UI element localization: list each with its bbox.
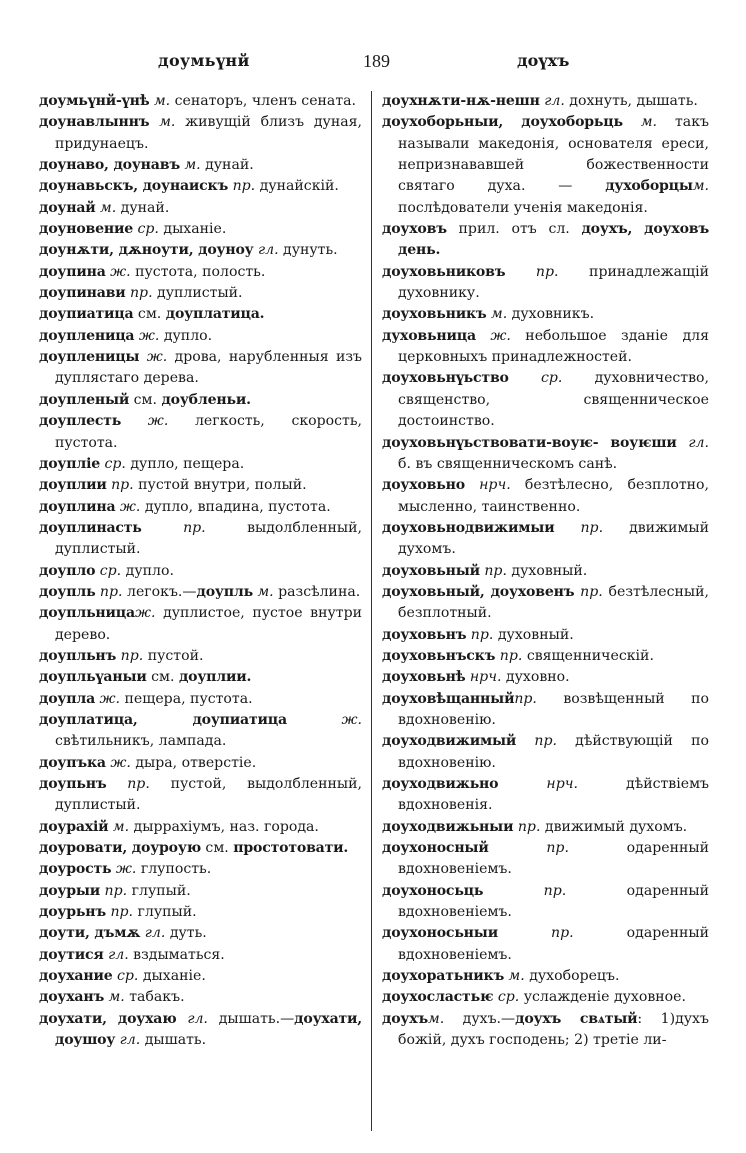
grammar-label: ж. — [490, 327, 511, 344]
definition-text: легкость, скорость, пустота. — [55, 413, 362, 451]
grammar-label: гл. — [688, 434, 709, 451]
grammar-label: ж. — [99, 690, 121, 707]
headword: доуховьнүьствовати-воуѥ- воуѥши — [382, 434, 677, 451]
grammar-label: ср. — [541, 370, 563, 387]
definition-text — [677, 435, 689, 451]
definition-text: движимый духомъ. — [540, 818, 688, 835]
headword: доупленый — [39, 391, 130, 408]
definition-text: духовный. — [506, 562, 588, 579]
definition-text: такъ называли македонія, основателя ереси, непризнававшей божественности святаго духа. — — [398, 114, 709, 195]
left-column — [39, 91, 362, 1131]
grammar-label: ж. — [110, 754, 131, 771]
dictionary-entry — [39, 603, 362, 646]
headword: доупинави — [39, 285, 126, 302]
dictionary-entry — [39, 176, 362, 197]
grammar-label: ж. — [115, 861, 137, 878]
headword: доуховьнъ — [382, 626, 467, 643]
grammar-label: ж. — [138, 327, 160, 344]
definition-text: движимый духомъ. — [398, 519, 709, 558]
grammar-label: ср. — [104, 455, 126, 472]
headword: доурость — [39, 861, 112, 878]
headword: доути, дъмѫ — [39, 925, 141, 942]
dictionary-entry — [39, 881, 362, 902]
headword: доухати, доухаю — [39, 1010, 177, 1027]
dictionary-entry — [39, 283, 362, 304]
grammar-label: пр. — [499, 647, 523, 664]
headword: доурьнъ — [39, 904, 106, 921]
dictionary-entry — [382, 625, 709, 646]
definition-text: дунайскій. — [255, 178, 339, 195]
grammar-label: гл. — [119, 1032, 141, 1049]
definition-text: духоборецъ. — [524, 968, 620, 985]
headword: доуховъ — [382, 221, 447, 238]
dictionary-entry — [382, 667, 709, 688]
headword: доуховьно — [382, 477, 465, 494]
definition-text: глупый. — [133, 904, 197, 921]
definition-text: дунай. — [200, 157, 254, 174]
headword: доухъ, доуховъ день. — [398, 221, 709, 259]
headword: духоборцы — [605, 178, 693, 195]
dictionary-entry — [39, 475, 362, 496]
headword: доупльница — [39, 605, 135, 622]
headword: доупліе — [39, 455, 100, 472]
definition-text — [509, 370, 541, 386]
headword: доухъ — [382, 1010, 429, 1027]
definition-text: дышать. — [140, 1032, 207, 1049]
headword: доуховьнүьство — [382, 370, 509, 387]
grammar-label: пр. — [484, 562, 507, 579]
headword: доупльүаныи — [39, 669, 147, 686]
grammar-label: пр. — [111, 477, 134, 494]
dictionary-entry — [39, 91, 362, 112]
dictionary-entry — [39, 902, 362, 923]
definition-text: духовно. — [501, 669, 570, 686]
grammar-label: ср. — [116, 968, 139, 985]
dictionary-entry — [382, 433, 709, 476]
grammar-label: м. — [184, 157, 201, 174]
headword: доуховьнѣ — [382, 669, 466, 686]
grammar-label: пр. — [517, 818, 541, 835]
grammar-label: м. — [100, 199, 117, 216]
definition-text: дунай. — [116, 199, 170, 216]
grammar-label: ж. — [341, 711, 362, 728]
headword: доухание — [39, 968, 113, 985]
dictionary-entry — [39, 390, 362, 411]
dictionary-entry — [39, 112, 362, 155]
definition-text — [505, 264, 536, 280]
headword: доухъ свѧтый — [515, 1010, 638, 1027]
definition-text: дуплистое, пустое внутри дерево. — [55, 605, 362, 643]
dictionary-entry — [39, 710, 362, 753]
dictionary-entry — [382, 475, 709, 518]
dictionary-entry — [382, 646, 709, 667]
dictionary-entry — [39, 1009, 362, 1052]
dictionary-entry — [39, 859, 362, 880]
dictionary-entry — [382, 1009, 709, 1052]
dictionary-entry — [382, 326, 709, 369]
dictionary-entry — [39, 582, 362, 603]
headword: простотовати. — [233, 840, 349, 857]
headword: доуходвижьно — [382, 776, 499, 792]
headword: доуровати, доуроую — [39, 840, 201, 857]
grammar-label: м. — [153, 93, 171, 109]
definition-text — [489, 840, 547, 856]
definition-text: дупло, впадина, пустота. — [140, 498, 331, 515]
headword: доунѫти, дѫноути, доуноу — [39, 242, 254, 259]
headword: доупъка — [39, 754, 106, 771]
grammar-label: гл. — [187, 1010, 208, 1027]
definition-text: дышать.— — [207, 1010, 295, 1027]
definition-text: б. въ священническомъ санѣ. — [398, 455, 618, 472]
headword: доуплинасть — [39, 519, 142, 536]
grammar-label: ж. — [146, 349, 168, 366]
dictionary-entry — [382, 582, 709, 625]
grammar-label: пр. — [580, 519, 604, 536]
dictionary-entry — [39, 945, 362, 966]
dictionary-entry — [382, 881, 709, 924]
definition-text: дыра, отверстіе. — [130, 754, 257, 771]
headword: доурахій — [39, 818, 109, 835]
grammar-label: пр. — [99, 583, 123, 600]
definition-text: безтѣлесный, безплотный. — [398, 583, 709, 622]
definition-text: дупло. — [159, 327, 213, 344]
definition-text — [465, 477, 479, 493]
definition-text — [149, 114, 159, 130]
definition-text: дуплистый. — [152, 285, 243, 302]
definition-text: духовный. — [493, 626, 574, 643]
definition-text: одаренный вдохновеніемъ. — [398, 882, 709, 921]
grammar-label: м. — [508, 968, 525, 985]
grammar-label: м. — [491, 306, 508, 323]
headword: доухати, доушоу — [55, 1010, 362, 1049]
definition-text: пещера, пустота. — [120, 690, 253, 707]
headword: доупьнъ — [39, 776, 107, 792]
headword: доупиатица — [39, 306, 134, 323]
definition-text: возвѣщенный по вдохновенію. — [398, 690, 709, 728]
dictionary-entry — [39, 966, 362, 987]
page-number: 189 — [363, 51, 390, 71]
grammar-label: ср. — [99, 562, 122, 579]
grammar-label: пр. — [127, 776, 150, 792]
definition-text: дупло. — [121, 562, 174, 579]
definition-text: легокъ.— — [122, 583, 197, 600]
definition-text — [121, 413, 148, 429]
dictionary-entry — [39, 304, 362, 325]
headword: доунавлыннъ — [39, 114, 150, 131]
grammar-label: ж. — [119, 498, 141, 515]
headword: доунавьскъ, доунаискъ — [39, 178, 229, 195]
headword: доуховѣщанный — [382, 690, 515, 707]
headword: доухоносный — [382, 840, 489, 857]
dictionary-entry — [39, 411, 362, 454]
grammar-label: м. — [692, 178, 709, 195]
grammar-label: пр. — [546, 840, 569, 857]
definition-text: живущій близъ дуная, придунаецъ. — [55, 114, 362, 152]
definition-text: дуть. — [165, 925, 207, 942]
headword: доуховьнъскъ — [382, 647, 496, 664]
definition-text: послѣдователи ученія македонія. — [398, 199, 648, 216]
dictionary-entry — [39, 561, 362, 582]
dictionary-entry — [382, 689, 709, 732]
headword: доуплатица, доупиатица — [39, 711, 287, 728]
dictionary-entry — [39, 240, 362, 261]
headword: доубленьи. — [161, 391, 251, 408]
headword: доухоратьникъ — [382, 968, 505, 985]
grammar-label: пр. — [129, 285, 153, 302]
grammar-label: пр. — [543, 882, 567, 899]
definition-text: прил. отъ сл. — [446, 221, 582, 238]
dictionary-entry — [39, 646, 362, 667]
grammar-label: пр. — [104, 882, 128, 899]
definition-text: дыханіе. — [158, 221, 227, 238]
definition-text: дупло, пещера. — [125, 455, 245, 472]
grammar-label: м. — [640, 114, 658, 131]
grammar-label: м. — [428, 1010, 445, 1027]
definition-text: духъ.— — [444, 1010, 516, 1027]
dictionary-entry — [39, 753, 362, 774]
headword: доумьүнй-үнѣ — [39, 93, 150, 109]
grammar-label: ж. — [134, 605, 156, 622]
dictionary-entry — [39, 219, 362, 240]
headword: доупль — [196, 583, 253, 600]
definition-text: см. — [129, 391, 162, 408]
headword: доупло — [39, 562, 96, 579]
definition-text: пустой. — [143, 647, 204, 664]
definition-text: принадлежащій духовнику. — [398, 263, 709, 302]
definition-text: глупость. — [136, 861, 212, 878]
dictionary-entry — [39, 817, 362, 838]
definition-text: дрова, нарубленныя изъ дуплястаго дерева. — [55, 349, 362, 387]
grammar-label: пр. — [534, 733, 557, 750]
headword: доухнѫти-нѫ-нешн — [382, 93, 540, 109]
headword: доухоносьць — [382, 882, 484, 899]
definition-text: одаренный вдохновеніемъ. — [398, 840, 709, 878]
grammar-label: ср. — [497, 989, 520, 1006]
grammar-label: м. — [257, 583, 274, 600]
grammar-label: пр. — [183, 519, 206, 536]
headword: доуховьный, доуховенъ — [382, 583, 575, 600]
definition-text — [106, 776, 127, 792]
grammar-label: гл. — [108, 946, 129, 963]
grammar-label: пр. — [470, 626, 494, 643]
headword: доухоносьныи — [382, 925, 498, 942]
dictionary-entry — [39, 518, 362, 561]
headword: доунай — [39, 199, 96, 216]
definition-text — [498, 925, 551, 941]
definition-text — [177, 1011, 188, 1027]
headword: доуховьниковъ — [382, 263, 506, 280]
definition-text: свѣтильникъ, лампада. — [55, 733, 227, 750]
grammar-label: пр. — [535, 263, 559, 280]
headword: доупль — [39, 583, 96, 600]
grammar-label: пр. — [514, 690, 537, 707]
dictionary-entry — [382, 304, 709, 325]
headword: доуплатица. — [165, 306, 265, 323]
definition-text: духовничество, священство, священническое достоинство. — [398, 370, 709, 430]
dictionary-entry — [39, 326, 362, 347]
headword: доупльнъ — [39, 647, 117, 664]
header-left-catchword: доумьүнй — [158, 51, 250, 70]
grammar-label: пр. — [110, 904, 134, 921]
definition-text: небольшое зданіе для церковныхъ принадлежностей. — [398, 327, 709, 366]
grammar-label: ж. — [147, 413, 169, 430]
headword: доуплии. — [178, 669, 252, 686]
grammar-label: нрч. — [479, 477, 511, 494]
definition-text — [623, 114, 641, 130]
headword: доуплесть — [39, 413, 122, 430]
definition-text — [554, 520, 580, 536]
dictionary-entry — [39, 497, 362, 518]
definition-text: : 1)духъ божій, духъ господень; 2) третіе ли- — [398, 1010, 709, 1049]
definition-text — [476, 328, 490, 344]
definition-text: пустой, выдолбленный, дуплистый. — [55, 776, 362, 814]
headword: доуховьникъ — [382, 306, 487, 323]
definition-text: безтѣлесно, безплотно, мысленно, таинственно. — [398, 477, 709, 515]
dictionary-entry — [382, 368, 709, 432]
dictionary-entry — [39, 838, 362, 859]
definition-text: дунуть. — [278, 242, 338, 259]
dictionary-entry — [39, 667, 362, 688]
dictionary-entry — [382, 987, 709, 1008]
definition-text: см. — [133, 306, 166, 323]
headword: доунаво, доунавъ — [39, 157, 180, 174]
definition-text: дыханіе. — [138, 968, 206, 985]
headword: доуховьный — [382, 562, 480, 579]
definition-text: табакъ. — [124, 989, 185, 1006]
definition-text: духовникъ. — [507, 306, 595, 323]
headword: доуновение — [39, 221, 134, 238]
dictionary-entry — [382, 774, 709, 817]
headword: доуплина — [39, 498, 116, 515]
headword: доуходвижьныи — [382, 818, 514, 835]
column-divider — [371, 91, 372, 1131]
definition-text — [483, 883, 543, 899]
grammar-label: пр. — [232, 178, 256, 195]
definition-text: услажденіе духовное. — [519, 989, 686, 1006]
definition-text: пустой внутри, полый. — [133, 477, 307, 494]
grammar-label: пр. — [580, 583, 603, 600]
headword: доухосластьѥ — [382, 989, 494, 1006]
dictionary-entry — [39, 987, 362, 1008]
headword: доуховьнодвижимыи — [382, 519, 555, 536]
definition-text — [498, 776, 546, 792]
header-right-catchword: доүхъ — [517, 51, 570, 70]
grammar-label: пр. — [120, 647, 144, 664]
headword: доухоборьныи, доухоборьць — [382, 114, 623, 131]
definition-text: см. — [146, 669, 179, 686]
headword: доупина — [39, 263, 106, 280]
grammar-label: ж. — [110, 263, 131, 280]
grammar-label: нрч. — [469, 669, 502, 686]
dictionary-entry — [382, 731, 709, 774]
definition-text: дохнуть, дышать. — [564, 93, 698, 109]
definition-text: дыррахіумъ, наз. города. — [129, 818, 319, 835]
dictionary-entry — [39, 923, 362, 944]
grammar-label: м. — [159, 114, 176, 131]
right-column — [382, 91, 709, 1131]
headword: доуханъ — [39, 989, 105, 1006]
dictionary-entry — [382, 817, 709, 838]
dictionary-entry — [382, 838, 709, 881]
dictionary-entry — [382, 219, 709, 262]
dictionary-entry — [39, 689, 362, 710]
dictionary-entry — [382, 518, 709, 561]
dictionary-entry — [39, 454, 362, 475]
headword: доупла — [39, 690, 96, 707]
definition-text: дѣйствующій по вдохновенію. — [398, 733, 709, 771]
headword: доуходвижимый — [382, 733, 517, 750]
definition-text: одаренный вдохновеніемъ. — [398, 925, 709, 963]
definition-text: см. — [200, 840, 234, 857]
dictionary-entry — [39, 774, 362, 817]
dictionary-entry — [39, 198, 362, 219]
headword: доутися — [39, 946, 104, 963]
headword: доуплии — [39, 477, 107, 494]
headword: доупленица — [39, 327, 135, 344]
definition-text: пустота, полость. — [130, 263, 266, 280]
grammar-label: ср. — [137, 221, 159, 238]
dictionary-entry — [382, 923, 709, 966]
dictionary-entry — [382, 262, 709, 305]
definition-text: выдолбленный, дуплистый. — [55, 519, 362, 558]
definition-text — [142, 520, 183, 536]
grammar-label: м. — [112, 818, 130, 835]
definition-text: священническій. — [522, 647, 654, 664]
dictionary-entry — [382, 966, 709, 987]
definition-text — [139, 349, 146, 365]
headword: доупленицы — [39, 349, 140, 366]
definition-text — [516, 733, 534, 749]
grammar-label: гл. — [144, 925, 166, 942]
dictionary-entry — [39, 155, 362, 176]
grammar-label: м. — [108, 989, 125, 1006]
dictionary-entry — [382, 561, 709, 582]
dictionary-entry — [382, 112, 709, 219]
definition-text: сенаторъ, членъ сената. — [170, 93, 357, 109]
running-header — [0, 50, 746, 80]
grammar-label: гл. — [257, 242, 279, 259]
grammar-label: гл. — [544, 93, 565, 109]
dictionary-entry — [39, 347, 362, 390]
definition-text: разсѣлина. — [273, 583, 361, 600]
headword: духовьница — [382, 327, 476, 344]
dictionary-entry — [39, 262, 362, 283]
grammar-label: пр. — [551, 925, 574, 942]
dictionary-entry — [382, 91, 709, 112]
definition-text — [287, 712, 342, 728]
grammar-label: нрч. — [546, 776, 578, 792]
definition-text: глупый. — [127, 882, 191, 899]
headword: доурыи — [39, 882, 101, 899]
definition-text: дѣйствіемъ вдохновенія. — [398, 776, 709, 814]
definition-text: вздыматься. — [128, 946, 225, 963]
